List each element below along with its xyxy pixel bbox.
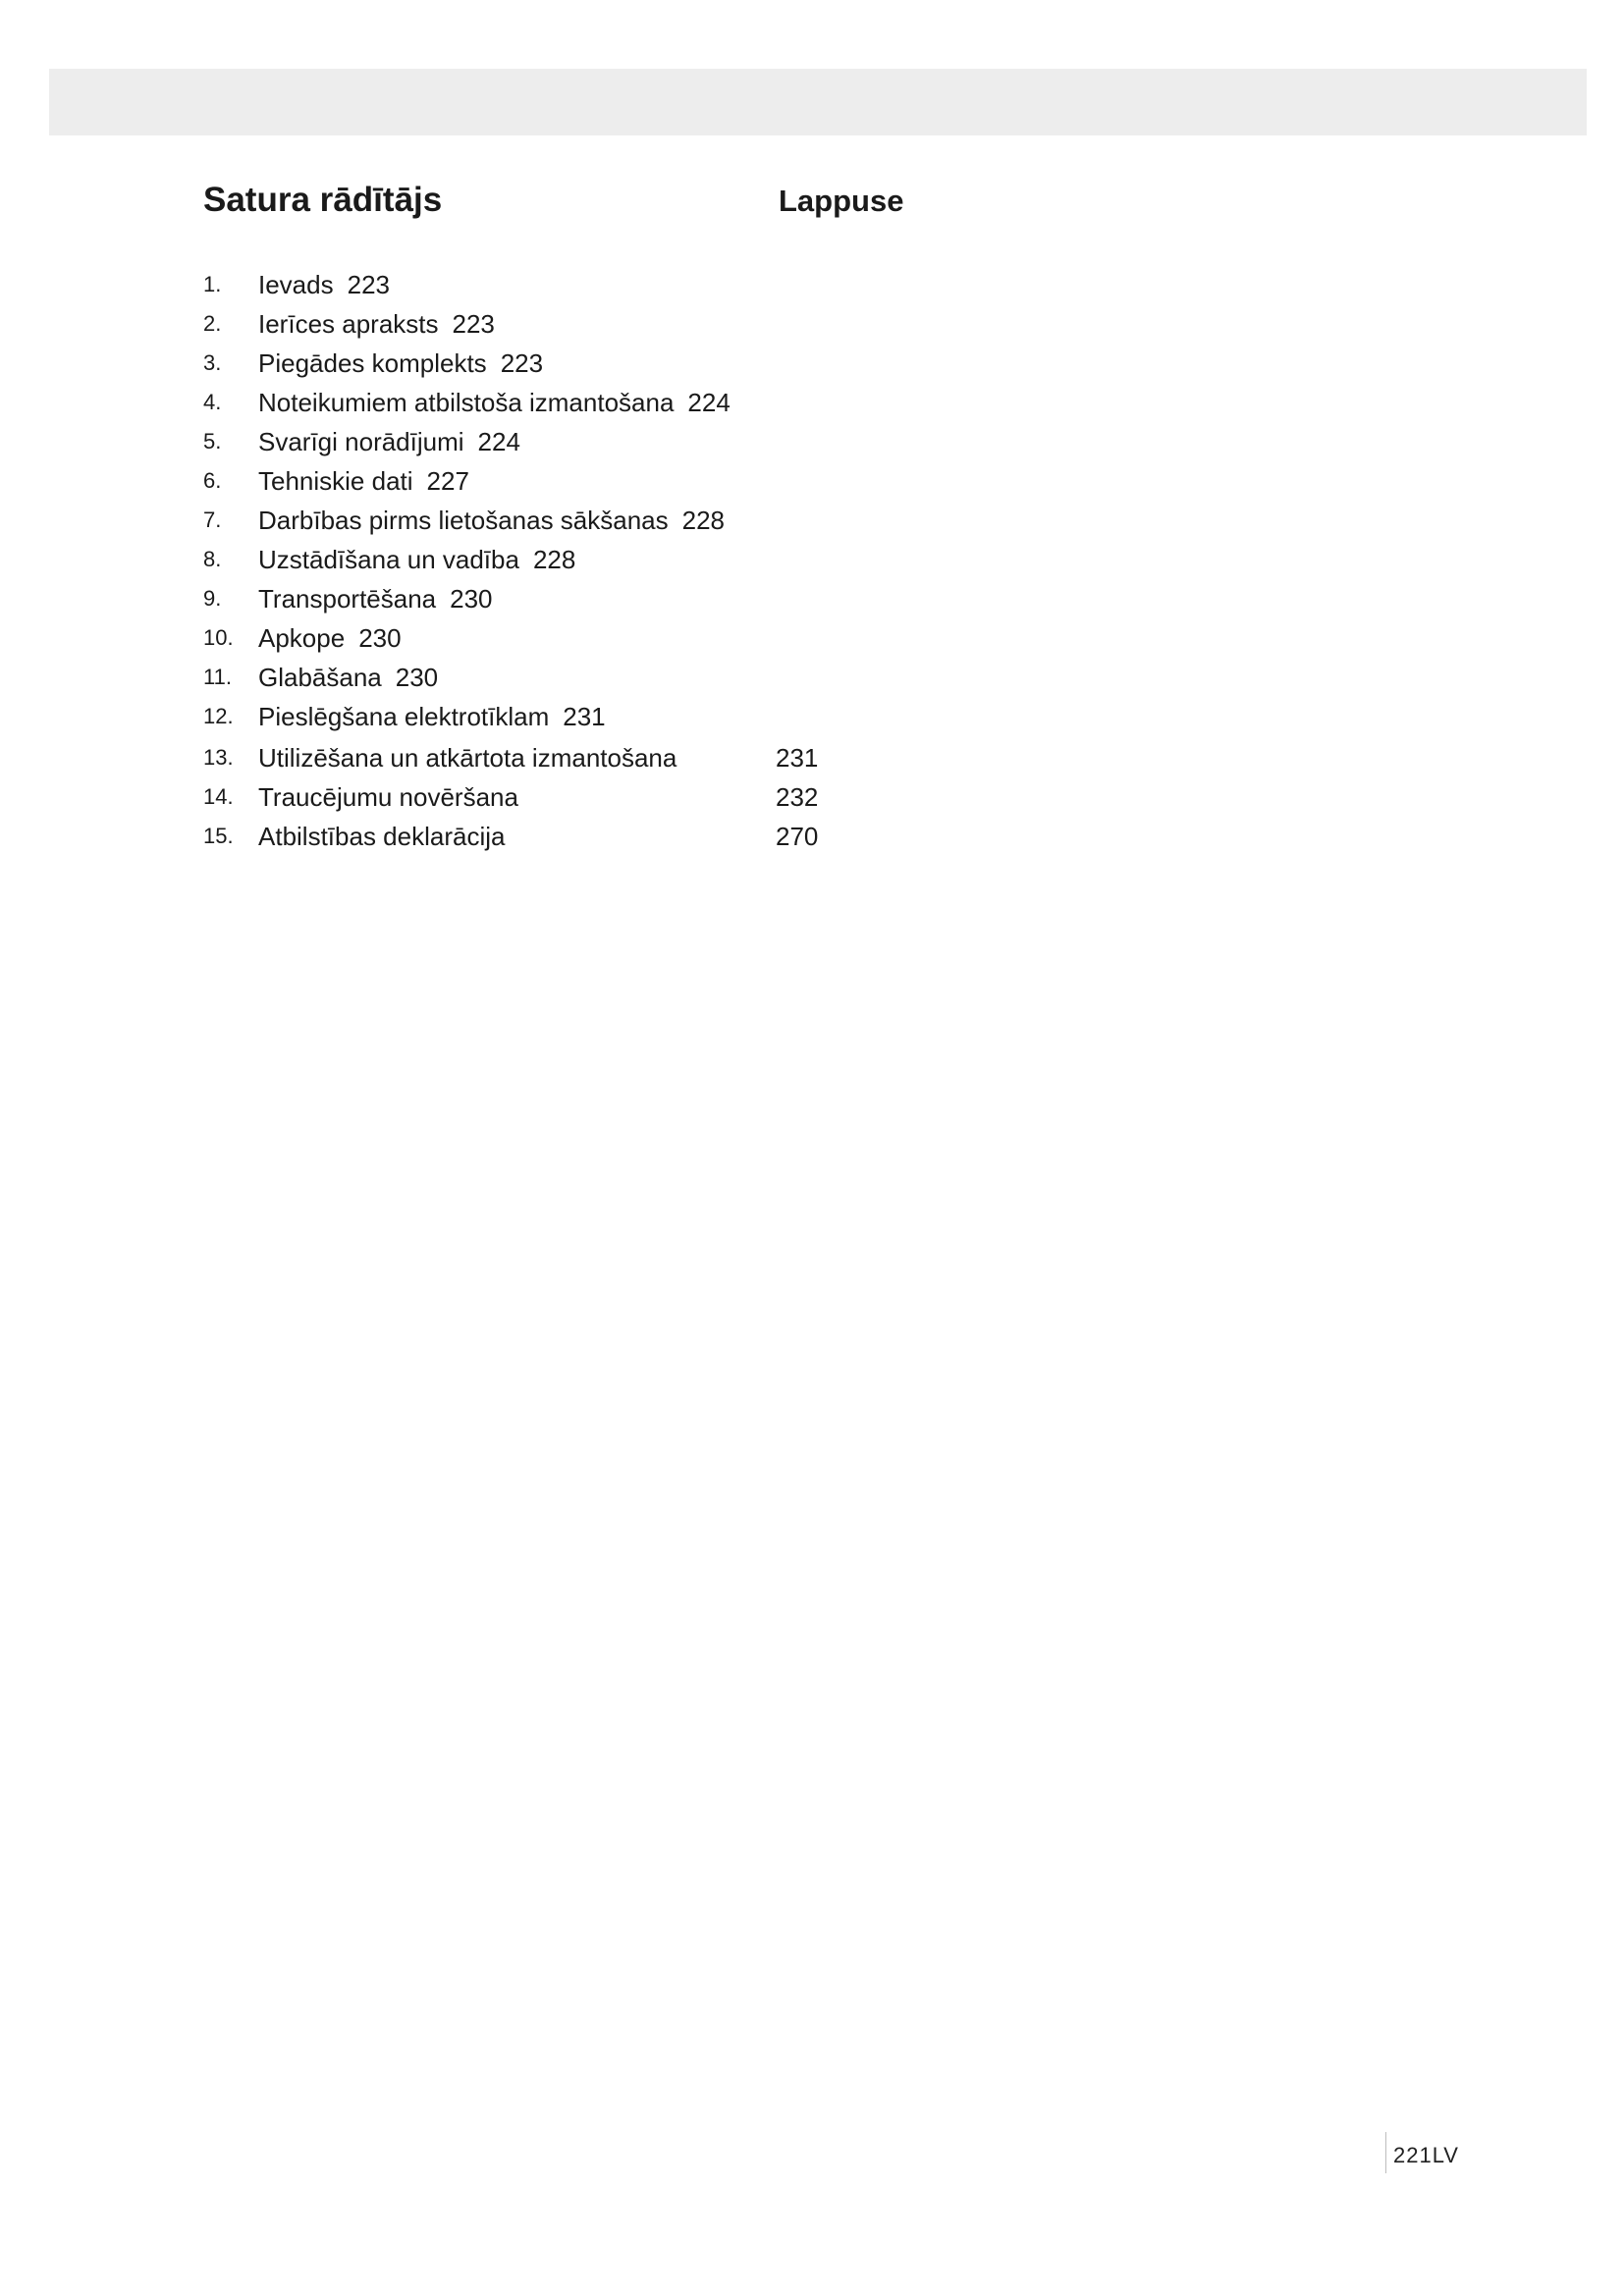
toc-entry[interactable] <box>203 579 1087 618</box>
toc-entry-page: 228 <box>532 545 576 574</box>
toc-entry-number: 9. <box>203 586 222 611</box>
toc-entry-number: 4. <box>203 390 222 414</box>
toc-entry-page: 223 <box>500 348 544 378</box>
toc-entry-title: Noteikumiem atbilstoša izmantošana <box>258 388 675 417</box>
toc-entry-label <box>258 821 505 852</box>
page-number: 221LV <box>1393 2143 1459 2167</box>
toc-entry-title: Piegādes komplekts <box>258 348 487 378</box>
toc-entry-page: 232 <box>776 782 819 812</box>
toc-entry-page: 227 <box>426 466 469 496</box>
header-band <box>49 69 1587 135</box>
toc-entry-number: 5. <box>203 429 222 454</box>
toc-entry-page: 224 <box>687 388 731 417</box>
toc-entry-page: 228 <box>681 506 726 535</box>
toc-entry-number: 8. <box>203 547 222 571</box>
toc-entry-number: 3. <box>203 350 222 375</box>
toc-entry-number: 14. <box>203 784 234 809</box>
toc-entry-title: Pieslēgšana elektrotīklam <box>258 702 550 731</box>
toc-entry-page: 230 <box>450 584 493 614</box>
footer-divider <box>1385 2132 1386 2173</box>
toc-entry-label <box>258 505 725 536</box>
toc-entry[interactable] <box>203 265 1087 304</box>
toc-entry-title: Svarīgi norādījumi <box>258 427 464 456</box>
toc-entry-number: 15. <box>203 824 234 848</box>
toc-entry[interactable] <box>203 461 1087 501</box>
toc-entry-label <box>258 701 606 732</box>
toc-title: Satura rādītājs <box>203 181 443 219</box>
toc-entry-label <box>258 544 575 575</box>
toc-entry-page: 223 <box>452 309 495 339</box>
toc-entry-page: 223 <box>347 270 390 299</box>
toc-entry-page: 270 <box>776 822 819 851</box>
toc-entry-label <box>258 387 731 418</box>
toc-entry[interactable] <box>203 618 1087 658</box>
toc-entry-title: Utilizēšana un atkārtota izmantošana <box>258 743 677 773</box>
toc-entry-page: 231 <box>563 702 606 731</box>
toc-entry-number: 6. <box>203 468 222 493</box>
toc-entry-title: Tehniskie dati <box>258 466 413 496</box>
toc-entry-page: 230 <box>358 623 402 653</box>
toc-entry[interactable] <box>203 658 1087 697</box>
toc-entry[interactable] <box>203 422 1087 461</box>
toc-entry[interactable] <box>203 304 1087 344</box>
toc-entry-title: Transportēšana <box>258 584 437 614</box>
toc-entry[interactable] <box>203 697 1087 736</box>
toc-entry-number: 13. <box>203 745 234 770</box>
toc-entry-number: 1. <box>203 272 222 296</box>
toc-entry-title: Atbilstības deklarācija <box>258 822 506 851</box>
toc-entry-title: Traucējumu novēršana <box>258 782 518 812</box>
toc-entry-label <box>258 308 495 340</box>
toc-entry-label <box>258 742 677 774</box>
toc-entry-title: Darbības pirms lietošanas sākšanas <box>258 506 669 535</box>
toc-entry-page: 231 <box>776 743 819 773</box>
toc-entry-number: 10. <box>203 625 234 650</box>
toc-entry-number: 7. <box>203 507 222 532</box>
toc-entry[interactable] <box>203 383 1087 422</box>
toc-entry-title: Apkope <box>258 623 346 653</box>
toc-entry-title: Uzstādīšana un vadība <box>258 545 519 574</box>
toc-entry-title: Glabāšana <box>258 663 382 692</box>
page-column-label: Lappuse <box>779 184 904 218</box>
toc-entry-page: 224 <box>477 427 520 456</box>
toc-entry[interactable] <box>203 501 1087 540</box>
toc-entry-label <box>258 465 469 497</box>
toc-entry-number: 12. <box>203 704 234 728</box>
toc-entry-label <box>258 347 543 379</box>
toc-list <box>203 265 1087 856</box>
toc-entry-label <box>258 269 390 300</box>
toc-entry-label <box>258 426 520 457</box>
toc-entry[interactable] <box>203 777 1087 817</box>
toc-entry-page: 230 <box>395 663 439 692</box>
toc-entry-label <box>258 781 518 813</box>
toc-entry[interactable] <box>203 817 1087 856</box>
toc-entry-label <box>258 622 402 654</box>
toc-entry-label <box>258 662 438 693</box>
toc-entry[interactable] <box>203 738 1087 777</box>
toc-entry-number: 2. <box>203 311 222 336</box>
toc-entry-label <box>258 583 493 614</box>
toc-entry-number: 11. <box>203 665 232 689</box>
toc-entry[interactable] <box>203 344 1087 383</box>
toc-entry-title: Ierīces apraksts <box>258 309 439 339</box>
toc-entry[interactable] <box>203 540 1087 579</box>
toc-entry-title: Ievads <box>258 270 334 299</box>
